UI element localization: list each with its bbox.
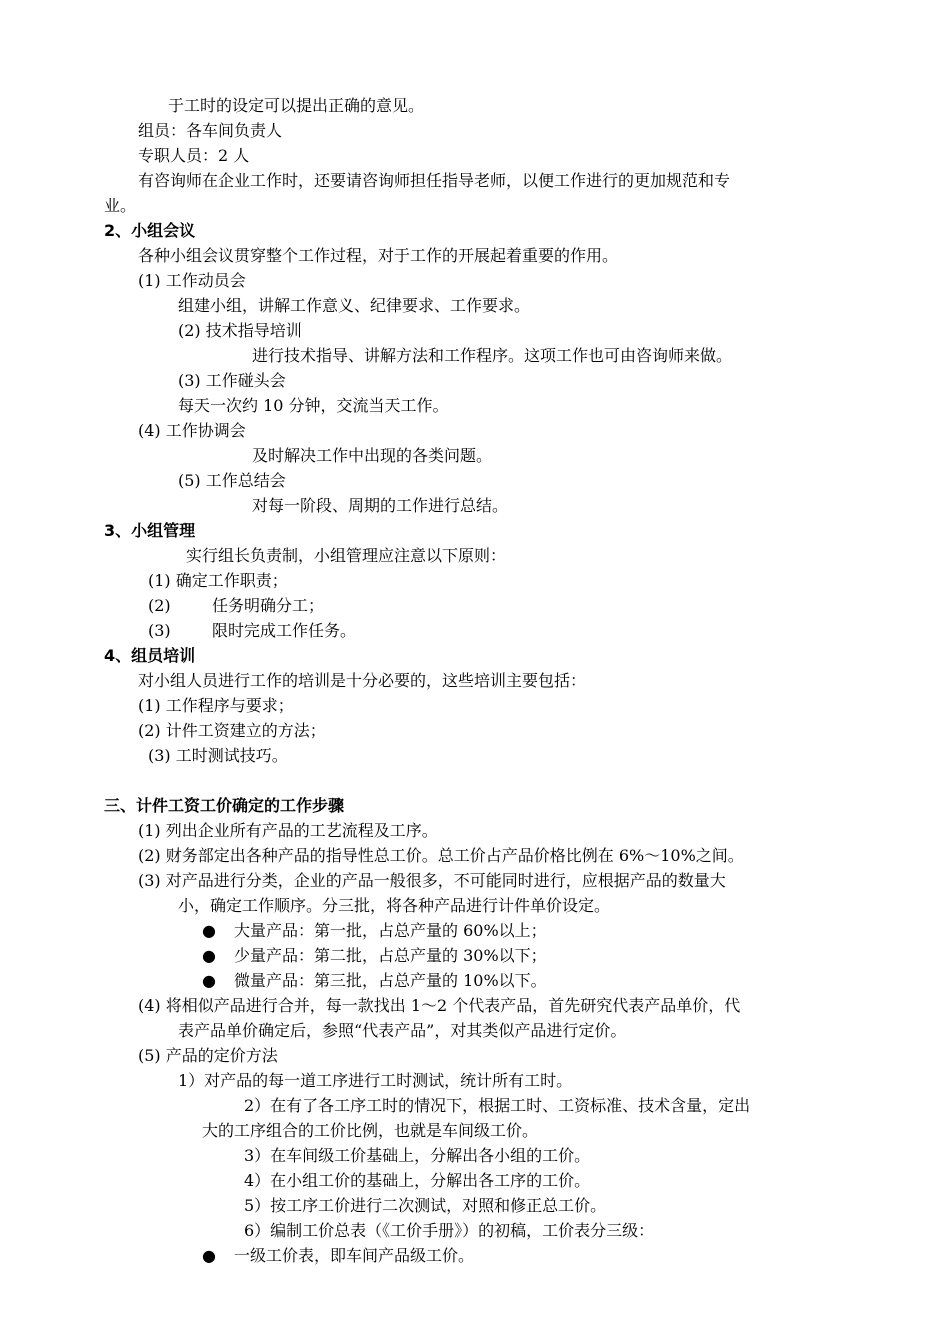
section-heading-training: 4、组员培训 <box>104 646 196 665</box>
consultant-line-cont: 业。 <box>104 196 137 215</box>
list-item: (1) 工作程序与要求； <box>138 696 294 715</box>
section-heading-steps: 三、计件工资工价确定的工作步骤 <box>104 796 345 815</box>
list-item-desc: 对每一阶段、周期的工作进行总结。 <box>252 496 509 515</box>
sub-item: 4）在小组工价的基础上，分解出各工序的工价。 <box>244 1171 591 1190</box>
list-item-desc: 及时解决工作中出现的各类问题。 <box>252 446 493 465</box>
list-item: (4) 将相似产品进行合并，每一款找出 1～2 个代表产品，首先研究代表产品单价，代 <box>138 996 741 1015</box>
bullet-icon: ● <box>202 971 216 990</box>
sub-item: 5）按工序工价进行二次测试，对照和修正总工价。 <box>244 1196 607 1215</box>
bullet-item: 大量产品：第一批，占总产量的 60%以上； <box>234 921 547 940</box>
list-item: (5) 工作总结会 <box>178 471 286 490</box>
list-item: (1) 列出企业所有产品的工艺流程及工序。 <box>138 821 438 840</box>
bullet-item: 少量产品：第二批，占总产量的 30%以下； <box>234 946 547 965</box>
list-item-number: (3) <box>148 621 171 640</box>
consultant-line: 有咨询师在企业工作时，还要请咨询师担任指导老师，以便工作进行的更加规范和专 <box>138 171 731 190</box>
bullet-icon: ● <box>202 921 216 940</box>
intro-line: 于工时的设定可以提出正确的意见。 <box>168 96 425 115</box>
list-item: (4) 工作协调会 <box>138 421 246 440</box>
list-item-cont: 表产品单价确定后，参照“代表产品”，对其类似产品进行定价。 <box>178 1021 627 1040</box>
list-item-number: (2) <box>148 596 171 615</box>
bullet-icon: ● <box>202 946 216 965</box>
section-intro: 各种小组会议贯穿整个工作过程，对于工作的开展起着重要的作用。 <box>138 246 619 265</box>
sub-item: 1）对产品的每一道工序进行工时测试，统计所有工时。 <box>178 1071 573 1090</box>
list-item: (5) 产品的定价方法 <box>138 1046 278 1065</box>
list-item-desc: 进行技术指导、讲解方法和工作程序。这项工作也可由咨询师来做。 <box>252 346 733 365</box>
list-item: (3) 工作碰头会 <box>178 371 286 390</box>
sub-item: 6）编制工价总表（《工价手册》）的初稿，工价表分三级： <box>244 1221 655 1240</box>
list-item: (1) 确定工作职责； <box>148 571 288 590</box>
list-item: (1) 工作动员会 <box>138 271 246 290</box>
section-intro: 实行组长负责制，小组管理应注意以下原则： <box>186 546 507 565</box>
staff-line: 专职人员：2 人 <box>138 146 250 165</box>
sub-item-cont: 大的工序组合的工价比例，也就是车间级工价。 <box>202 1121 539 1140</box>
list-item: (3) 对产品进行分类，企业的产品一般很多，不可能同时进行，应根据产品的数量大 <box>138 871 726 890</box>
section-heading-management: 3、小组管理 <box>104 521 196 540</box>
list-item-cont: 小，确定工作顺序。分三批，将各种产品进行计件单价设定。 <box>178 896 611 915</box>
list-item-desc: 组建小组，讲解工作意义、纪律要求、工作要求。 <box>178 296 531 315</box>
bullet-item: 微量产品：第三批，占总产量的 10%以下。 <box>234 971 547 990</box>
list-item: (2) 计件工资建立的方法； <box>138 721 326 740</box>
list-item: 限时完成工作任务。 <box>212 621 357 640</box>
list-item: 任务明确分工； <box>212 596 325 615</box>
list-item: (2) 财务部定出各种产品的指导性总工价。总工价占产品价格比例在 6%～10%之间。 <box>138 846 744 865</box>
list-item-desc: 每天一次约 10 分钟，交流当天工作。 <box>178 396 449 415</box>
bullet-item: 一级工价表，即车间产品级工价。 <box>234 1246 475 1265</box>
bullet-icon: ● <box>202 1246 216 1265</box>
section-intro: 对小组人员进行工作的培训是十分必要的，这些培训主要包括： <box>138 671 587 690</box>
section-heading-meetings: 2、小组会议 <box>104 221 196 240</box>
sub-item: 3）在车间级工价基础上，分解出各小组的工价。 <box>244 1146 591 1165</box>
members-line: 组员：各车间负责人 <box>138 121 283 140</box>
sub-item: 2）在有了各工序工时的情况下，根据工时、工资标准、技术含量，定出 <box>244 1096 751 1115</box>
list-item: (3) 工时测试技巧。 <box>148 746 288 765</box>
list-item: (2) 技术指导培训 <box>178 321 302 340</box>
